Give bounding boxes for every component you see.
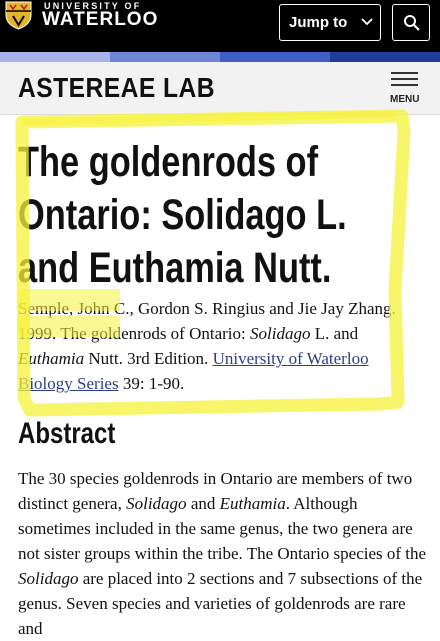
citation-text-1: The goldenrods of Ontario: <box>60 324 246 343</box>
citation-authors: Semple, John C., Gordon S. Ringius and Jie Jay Zhang. 1999. <box>18 299 396 343</box>
color-stripe-1 <box>0 52 110 62</box>
university-shield-icon[interactable] <box>5 1 32 30</box>
color-stripe-3 <box>220 52 330 62</box>
abstract-genus-2: Euthamia <box>219 494 286 513</box>
color-stripe-2 <box>110 52 220 62</box>
citation-pages: 39: 1-90. <box>122 374 185 393</box>
menu-button[interactable] <box>386 70 426 110</box>
site-header <box>0 62 440 115</box>
university-of-label[interactable]: UNIVERSITY OF <box>44 1 142 11</box>
color-stripe-4 <box>330 52 440 62</box>
citation <box>18 296 408 396</box>
site-title[interactable]: ASTEREAE LAB <box>18 72 215 103</box>
menu-label: MENU <box>390 94 420 105</box>
abstract-text <box>18 466 428 641</box>
citation-genus-2: Euthamia <box>18 349 85 368</box>
waterloo-wordmark[interactable]: WATERLOO <box>42 9 159 30</box>
abstract-text-2: and <box>190 494 216 513</box>
page-title: The goldenrods of Ontario: Solidago L. and Euthamia Nutt. <box>18 138 347 292</box>
citation-text-3: Nutt. 3rd Edition. <box>88 349 209 368</box>
top-bar <box>0 0 440 52</box>
abstract-genus-1: Solidago <box>126 494 187 513</box>
jump-to-dropdown[interactable] <box>279 4 381 41</box>
abstract-genus-3: Solidago <box>18 569 79 588</box>
search-icon <box>403 14 421 32</box>
chevron-down-icon <box>360 15 374 29</box>
citation-text-2: L. and <box>314 324 359 343</box>
search-button[interactable] <box>392 4 430 41</box>
abstract-text-1: The 30 species goldenrods in Ontario are members of two distinct genera, <box>18 469 413 513</box>
abstract-heading: Abstract <box>18 417 116 450</box>
abstract-text-4: are placed into 2 sections and 7 subsections of the genus. Seven species and varieties of goldenrods are rare and <box>18 569 423 638</box>
jump-to-label: Jump to <box>289 14 348 31</box>
citation-genus-1: Solidago <box>250 324 311 343</box>
series-link[interactable]: University of Waterloo Biology Series <box>18 349 369 393</box>
abstract-text-3: . Although sometimes included in the same genus, the two genera are not sister groups within the tribe. The Ontario species of the <box>18 494 427 563</box>
